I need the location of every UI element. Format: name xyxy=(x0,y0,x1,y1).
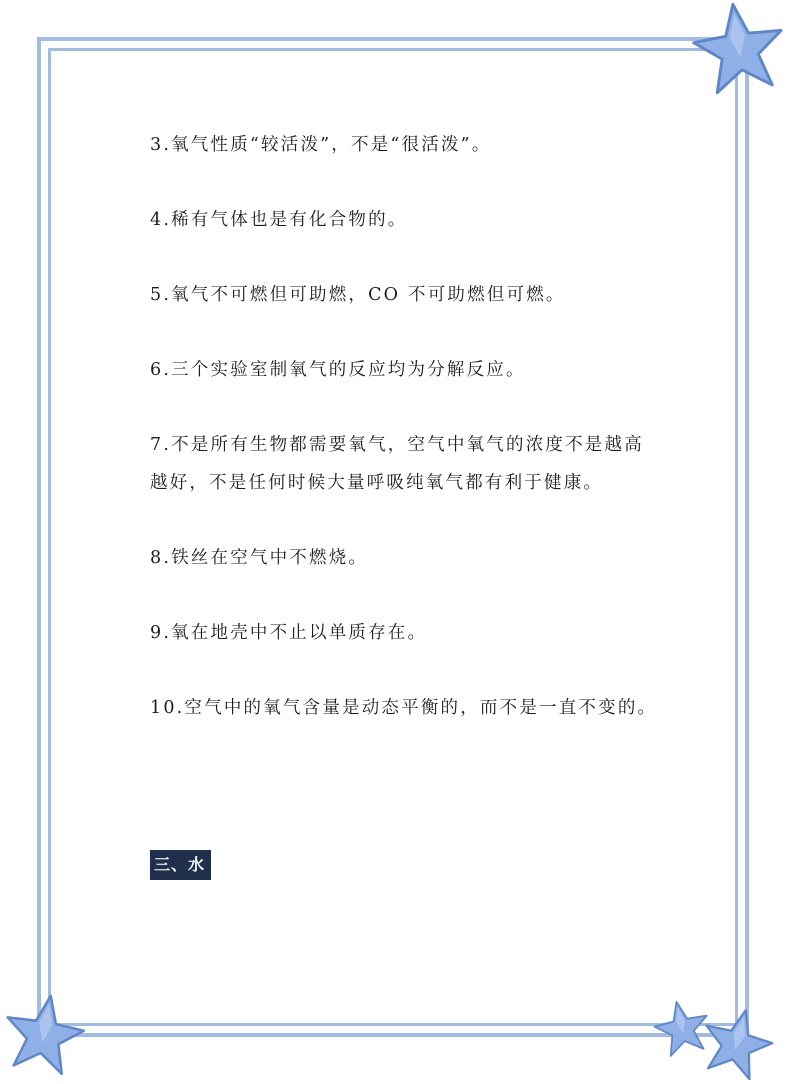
content-area xyxy=(150,126,660,764)
list-item: 7.不是所有生物都需要氧气，空气中氧气的浓度不是越高越好，不是任何时候大量呼吸纯氧气都有利于健康。 xyxy=(150,435,644,493)
list-item: 3.氧气性质“较活泼”，不是“很活泼”。 xyxy=(150,135,492,155)
list-item: 5.氧气不可燃但可助燃，CO 不可助燃但可燃。 xyxy=(150,285,566,305)
star-icon xyxy=(690,0,788,96)
list-item: 4.稀有气体也是有化合物的。 xyxy=(150,210,408,230)
list-item: 6.三个实验室制氧气的反应均为分解反应。 xyxy=(150,360,526,380)
list-item: 10.空气中的氧气含量是动态平衡的，而不是一直不变的。 xyxy=(150,698,658,718)
star-icon xyxy=(2,992,86,1076)
star-icon xyxy=(700,1006,774,1080)
list-item: 9.氧在地壳中不止以单质存在。 xyxy=(150,623,428,643)
list-item: 8.铁丝在空气中不燃烧。 xyxy=(150,548,369,568)
section-heading: 三、水 xyxy=(150,850,211,880)
